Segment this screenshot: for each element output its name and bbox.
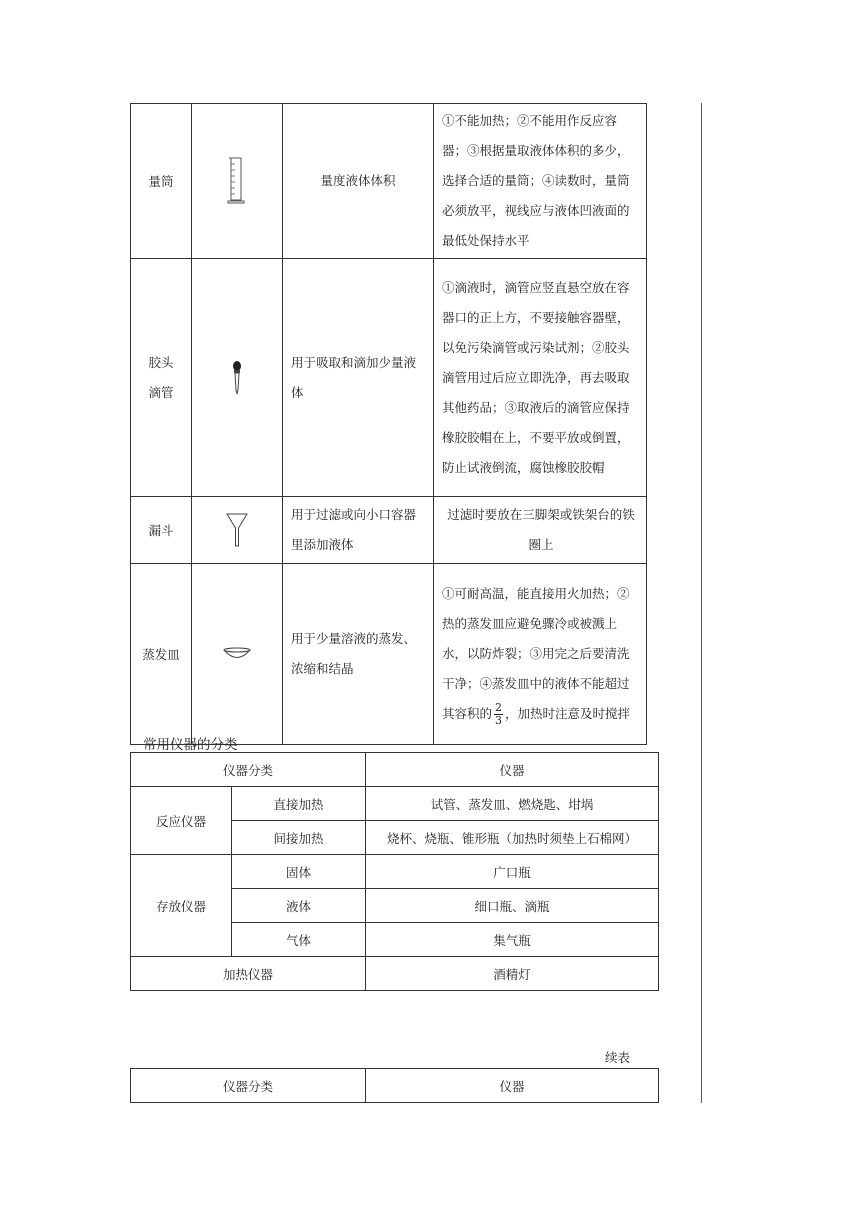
continued-table	[130, 1068, 659, 1103]
fraction-denominator: 3	[495, 714, 503, 727]
notes-text: ①可耐高温，能直接用火加热；②热的蒸发皿应避免骤冷或被溅上水，以防炸裂；③用完之后要清洗干净；④蒸发皿中的液体不能超过其容积的	[442, 586, 630, 721]
classification-table	[130, 752, 659, 991]
measuring-cylinder-icon	[192, 104, 283, 259]
evaporating-dish-icon	[192, 564, 283, 745]
instrument-list: 酒精灯	[366, 957, 659, 991]
name-line: 滴管	[148, 384, 174, 400]
instrument-use: 量度液体体积	[283, 104, 434, 259]
table-row	[131, 259, 647, 497]
table-header-row	[131, 1069, 659, 1103]
instrument-list: 广口瓶	[366, 855, 659, 889]
group-name: 反应仪器	[131, 787, 232, 855]
instrument-name: 量筒	[131, 104, 192, 259]
sub-category: 间接加热	[232, 821, 366, 855]
instrument-notes: ①滴液时，滴管应竖直悬空放在容器口的正上方，不要接触容器壁，以免污染滴管或污染试剂；②胶头滴管用过后应立即洗净，再去吸取其他药品；③取液后的滴管应保持橡胶胶帽在上，不要平放或倒置，防止试液倒流，腐蚀橡胶胶帽	[434, 259, 647, 497]
instrument-use: 用于过滤或向小口容器里添加液体	[283, 497, 434, 564]
header-instruments: 仪器	[366, 753, 659, 787]
sub-category: 液体	[232, 889, 366, 923]
table-row	[131, 497, 647, 564]
margin-rule	[701, 103, 702, 1103]
instrument-name	[131, 259, 192, 497]
header-category: 仪器分类	[131, 753, 366, 787]
instrument-list: 试管、蒸发皿、燃烧匙、坩埚	[366, 787, 659, 821]
instrument-table	[130, 103, 647, 745]
instrument-name: 漏斗	[131, 497, 192, 564]
instrument-use: 用于吸取和滴加少量液体	[283, 259, 434, 497]
group-name: 加热仪器	[131, 957, 366, 991]
funnel-icon	[192, 497, 283, 564]
instrument-list: 集气瓶	[366, 923, 659, 957]
instrument-name: 蒸发皿	[131, 564, 192, 745]
header-category: 仪器分类	[131, 1069, 366, 1103]
table-row	[131, 957, 659, 991]
instrument-list: 细口瓶、滴瓶	[366, 889, 659, 923]
name-line: 胶头	[148, 354, 174, 370]
header-instruments: 仪器	[366, 1069, 659, 1103]
instrument-notes: 过滤时要放在三脚架或铁架台的铁圈上	[434, 497, 647, 564]
sub-category: 固体	[232, 855, 366, 889]
instrument-notes	[434, 564, 647, 745]
fraction-two-thirds	[494, 702, 503, 727]
table-row	[131, 564, 647, 745]
instrument-list: 烧杯、烧瓶、锥形瓶（加热时须垫上石棉网）	[366, 821, 659, 855]
instrument-use: 用于少量溶液的蒸发、浓缩和结晶	[283, 564, 434, 745]
dropper-icon	[192, 259, 283, 497]
sub-category: 气体	[232, 923, 366, 957]
continued-label: 续表	[605, 1050, 631, 1065]
table-caption: 常用仪器的分类	[143, 737, 238, 753]
table-row	[131, 104, 647, 259]
fraction-numerator: 2	[495, 701, 503, 714]
instrument-notes: ①不能加热；②不能用作反应容器；③根据量取液体体积的多少，选择合适的量筒；④读数时，量筒必须放平，视线应与液体凹液面的最低处保持水平	[434, 104, 647, 259]
table-row	[131, 855, 659, 889]
group-name: 存放仪器	[131, 855, 232, 957]
sub-category: 直接加热	[232, 787, 366, 821]
table-header-row	[131, 753, 659, 787]
notes-text: ，加热时注意及时搅拌	[505, 706, 631, 721]
table-row	[131, 787, 659, 821]
